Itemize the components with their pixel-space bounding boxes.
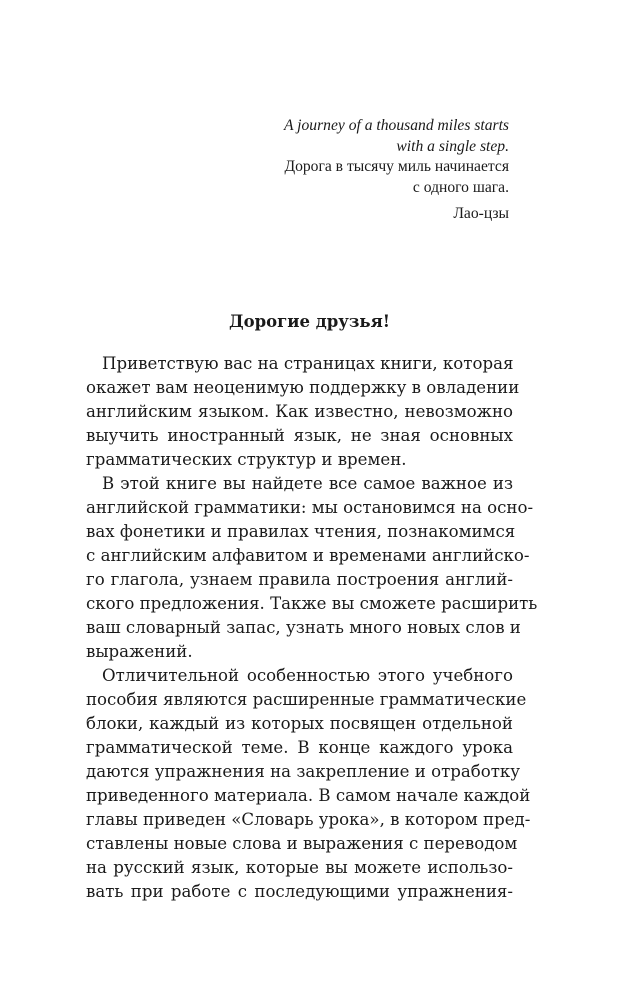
paragraph-3-line-1: Отличительной особенностью этого учебного xyxy=(102,666,513,685)
epigraph-russian-line-2: с одного шага. xyxy=(412,178,509,196)
paragraph-3-line-2: пособия являются расширенные грамматические xyxy=(86,690,527,709)
epigraph-english-line-1: A journey of a thousand miles starts xyxy=(284,117,509,134)
epigraph-author: Лао-цзы xyxy=(453,205,509,222)
paragraph-1-line-3: английским языком. Как известно, невозможно xyxy=(86,402,513,421)
paragraph-2-line-6: ского предложения. Также вы сможете расширить xyxy=(86,594,538,613)
paragraph-2-line-7: ваш словарный запас, узнать много новых слов и xyxy=(86,618,521,637)
page-heading: Дорогие друзья! xyxy=(228,312,391,331)
paragraph-2-line-5: го глагола, узнаем правила построения англий- xyxy=(86,570,513,589)
paragraph-3-line-9: на русский язык, которые вы можете использо- xyxy=(86,858,513,877)
epigraph-russian-line-1: Дорога в тысячу миль начинается xyxy=(284,158,509,175)
paragraph-1-line-1: Приветствую вас на страницах книги, которая xyxy=(102,354,514,373)
paragraph-3-line-7: главы приведен «Словарь урока», в котором пред- xyxy=(86,810,531,829)
paragraph-1-line-5: грамматических структур и времен. xyxy=(86,450,407,469)
paragraph-1-line-4: выучить иностранный язык, не зная основных xyxy=(86,426,513,445)
paragraph-3-line-3: блоки, каждый из которых посвящен отдельной xyxy=(86,714,513,733)
paragraph-2-line-3: вах фонетики и правилах чтения, познакомимся xyxy=(86,522,516,541)
paragraph-2-line-8: выражений. xyxy=(86,642,193,661)
paragraph-1-line-2: окажет вам неоценимую поддержку в овладении xyxy=(86,378,520,397)
epigraph-english-line-2: with a single step. xyxy=(396,137,509,155)
paragraph-2-line-2: английской грамматики: мы остановимся на осно- xyxy=(86,498,534,517)
paragraph-2-line-4: с английским алфавитом и временами английско- xyxy=(86,546,530,565)
paragraph-3-line-6: приведенного материала. В самом начале каждой xyxy=(86,786,531,805)
epigraph xyxy=(209,116,509,225)
paragraph-3-line-5: даются упражнения на закрепление и отработку xyxy=(86,762,521,781)
body-text xyxy=(86,352,538,904)
paragraph-3-line-4: грамматической теме. В конце каждого урока xyxy=(86,738,513,757)
paragraph-3-line-10: вать при работе с последующими упражнения- xyxy=(86,882,513,901)
paragraph-2-line-1: В этой книге вы найдете все самое важное из xyxy=(102,474,513,493)
paragraph-3-line-8: ставлены новые слова и выражения с переводом xyxy=(86,834,518,853)
